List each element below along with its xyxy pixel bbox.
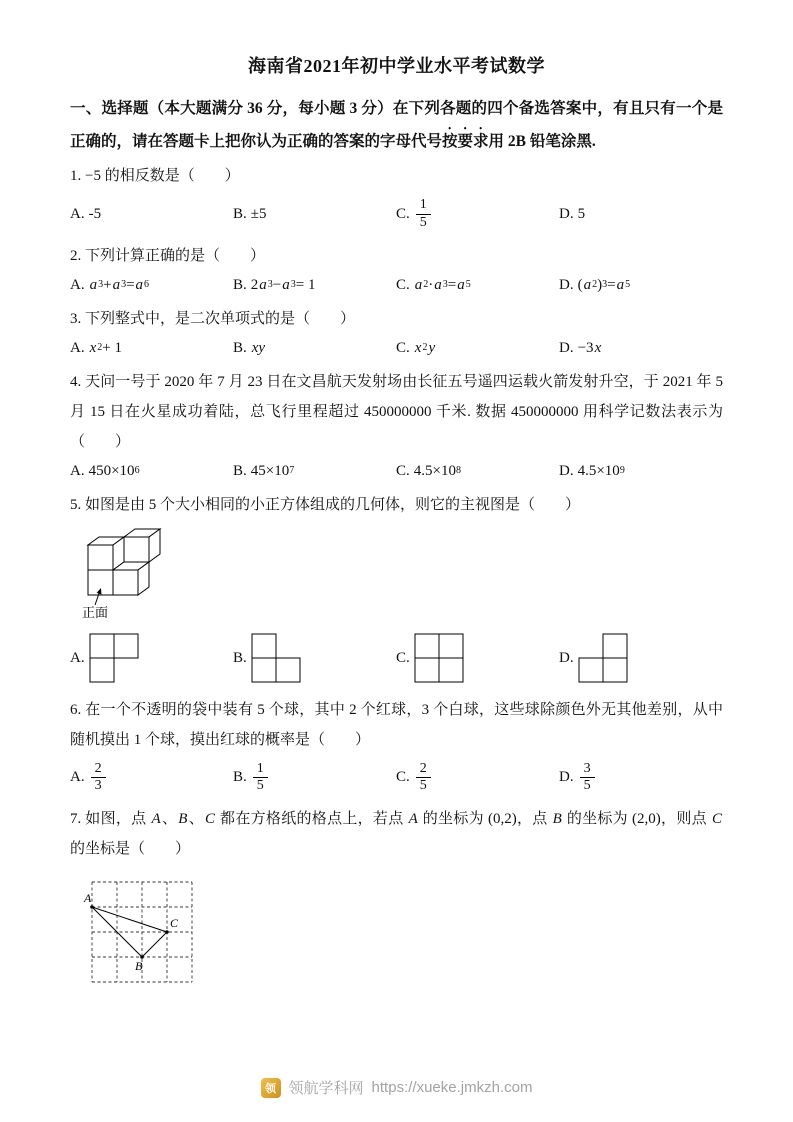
option-a	[70, 633, 233, 685]
math-text: −5 的相反数是（ ）	[85, 168, 240, 185]
math-text: )	[597, 276, 603, 293]
footer-brand: 领航学科网	[288, 1080, 364, 1097]
option-label-c: C.	[396, 768, 410, 785]
option-label-a: A.	[70, 650, 85, 667]
question-stem	[70, 304, 723, 334]
option-label-d: D.	[559, 768, 574, 785]
math-variable: y	[428, 339, 436, 356]
math-text: 如图是由 5 个大小相同的小正方体组成的几何体，则它的主视图是（ ）	[85, 496, 581, 513]
view-option-shape-c	[414, 633, 466, 685]
square-cell	[252, 634, 276, 658]
site-logo-icon: 领	[261, 1078, 281, 1098]
label-point-b: B	[135, 958, 143, 973]
option-b	[233, 761, 396, 794]
option-label-a: A.	[70, 276, 85, 293]
option-label-b: B.	[233, 462, 247, 479]
fraction-numerator: 1	[416, 197, 431, 214]
option-c	[396, 633, 559, 685]
math-text: 4.5×10	[577, 462, 620, 479]
math-fraction	[91, 761, 106, 794]
intro-text-before: 一、选择题（本大题满分 36 分，每小题 3 分）在下列各题的四个备选答案中，有且只有一个是正确的，请在答题卡上把你认为正确的答案的字母代号	[70, 100, 723, 151]
math-text: 、	[161, 810, 178, 827]
lattice-grid-figure	[82, 870, 204, 990]
square-cell	[90, 634, 114, 658]
fraction-denominator: 3	[94, 777, 102, 793]
point-a	[90, 905, 94, 909]
math-variable: x	[594, 339, 602, 356]
question-stem	[70, 695, 723, 755]
question-7	[70, 804, 723, 995]
math-variable: a	[112, 276, 121, 293]
math-text: 下列计算正确的是（ ）	[85, 247, 266, 264]
cube-face	[88, 545, 113, 570]
question-stem	[70, 490, 723, 520]
question-number: 5.	[70, 496, 85, 513]
question-stem	[70, 804, 723, 864]
option-a: A. x 2 + 1	[70, 339, 122, 356]
option-label-d: D.	[559, 276, 574, 293]
fraction-numerator: 3	[580, 761, 595, 778]
math-variable: a	[457, 276, 465, 293]
option-d: D. 4.5×10 9	[559, 462, 625, 479]
math-variable: A	[408, 810, 418, 827]
math-text: −3	[577, 339, 594, 356]
square-cell	[603, 658, 627, 682]
math-text: 450×10	[88, 462, 135, 479]
math-variable: a	[135, 276, 144, 293]
option-shape-c	[414, 633, 466, 685]
page-footer	[0, 1077, 793, 1098]
question-stem	[70, 367, 723, 457]
option-shape-b	[251, 633, 303, 685]
question-number: 3.	[70, 310, 85, 327]
questions-list	[70, 161, 723, 994]
square-cell	[439, 658, 463, 682]
option-label-a: A.	[70, 339, 85, 356]
fraction-numerator: 2	[416, 761, 431, 778]
options-row	[70, 761, 723, 794]
view-option-shape-a	[89, 633, 141, 685]
fraction-denominator: 5	[419, 214, 427, 230]
fraction-denominator: 5	[419, 777, 427, 793]
math-text: =	[607, 276, 616, 293]
math-text: ·	[428, 276, 434, 293]
option-a: A. 450×10 6	[70, 462, 140, 479]
option-d	[559, 340, 723, 357]
math-text: 4.5×10	[413, 462, 456, 479]
math-fraction	[416, 197, 431, 230]
math-variable: x	[89, 339, 97, 356]
option-a: A. a 3 + a 3 = a 6	[70, 276, 150, 293]
math-variable: C	[205, 810, 216, 827]
math-fraction	[580, 761, 595, 794]
square-cell	[90, 658, 114, 682]
square-cell	[415, 634, 439, 658]
math-text: 下列整式中，是二次单项式的是（ ）	[85, 310, 356, 327]
intro-emphasis-text: 按要求	[442, 133, 489, 151]
option-a	[70, 206, 233, 223]
question-number: 7.	[70, 810, 86, 827]
option-label-d: D.	[559, 205, 574, 222]
option-label-c: C.	[396, 339, 410, 356]
footer-url: https://xueke.jmkzh.com	[371, 1079, 533, 1096]
question-2	[70, 241, 723, 294]
point-c	[165, 930, 169, 934]
intro-text-after: 用 2B 铅笔涂黑.	[488, 133, 596, 151]
square-cell	[276, 658, 300, 682]
fraction-numerator: 2	[91, 761, 106, 778]
option-d: D. ( a 2 ) 3 = a 5	[559, 276, 631, 293]
option-shape-d	[578, 633, 630, 685]
options-row	[70, 340, 723, 357]
option-b: B. 2 a 3 − a 3 = 1	[233, 276, 316, 293]
option-label-d: D.	[559, 339, 574, 356]
option-label-b: B.	[233, 205, 247, 222]
math-variable: a	[583, 276, 592, 293]
question-stem	[70, 161, 723, 191]
option-label-d: D.	[559, 650, 574, 667]
fraction-denominator: 5	[583, 777, 591, 793]
option-label-a: A.	[70, 462, 85, 479]
math-text: 45×10	[250, 462, 290, 479]
option-label-c: C.	[396, 462, 410, 479]
question-number: 4.	[70, 373, 86, 390]
math-variable: xy	[251, 339, 266, 356]
cube-face	[124, 537, 149, 562]
cube-solid-figure	[82, 526, 168, 620]
math-variable: B	[552, 810, 562, 827]
square-cell	[603, 634, 627, 658]
math-variable: x	[414, 339, 422, 356]
option-c	[396, 197, 559, 230]
option-label-b: B.	[233, 339, 247, 356]
math-variable: C	[711, 810, 722, 827]
option-label-b: B.	[233, 276, 247, 293]
option-label-d: D.	[559, 462, 574, 479]
fraction-denominator: 5	[256, 777, 264, 793]
square-cell	[252, 658, 276, 682]
math-text: 在一个不透明的袋中装有 5 个球，其中 2 个红球，3 个白球，这些球除颜色外无其他差别，从中随机摸出 1 个球，摸出红球的概率是（ ）	[70, 701, 724, 748]
options-row	[70, 277, 723, 294]
math-text: = 1	[295, 276, 316, 293]
square-cell	[415, 658, 439, 682]
fraction-numerator: 1	[253, 761, 268, 778]
math-text: -5	[88, 205, 102, 222]
math-text: +	[103, 276, 112, 293]
math-text: 都在方格纸的格点上，若点	[216, 810, 408, 827]
math-text: 的坐标为 (2,0)，则点	[562, 810, 711, 827]
math-text: 2	[250, 276, 259, 293]
question-5	[70, 490, 723, 685]
math-fraction	[253, 761, 268, 794]
question-stem	[70, 241, 723, 271]
option-d	[559, 206, 723, 223]
view-option-shape-d	[578, 633, 630, 685]
math-variable: a	[259, 276, 267, 293]
option-label-a: A.	[70, 205, 85, 222]
option-c	[396, 761, 559, 794]
option-label-b: B.	[233, 650, 247, 667]
math-text: −	[272, 276, 282, 293]
option-label-b: B.	[233, 768, 247, 785]
math-variable: a	[414, 276, 423, 293]
math-variable: a	[282, 276, 290, 293]
options-row	[70, 197, 723, 230]
math-variable: a	[616, 276, 625, 293]
math-variable: a	[434, 276, 442, 293]
option-label-c: C.	[396, 276, 410, 293]
math-variable: A	[151, 810, 161, 827]
section-intro	[70, 94, 723, 157]
math-text: ±5	[250, 205, 267, 222]
square-cell	[439, 634, 463, 658]
option-b	[233, 206, 396, 223]
page-title: 海南省2021年初中学业水平考试数学	[248, 56, 545, 76]
option-c: C. a 2 · a 3 = a 5	[396, 276, 471, 293]
option-b	[233, 340, 396, 357]
math-text: 、	[188, 810, 204, 827]
question-number: 6.	[70, 701, 86, 718]
question-3	[70, 304, 723, 357]
math-text: + 1	[102, 339, 122, 356]
math-text: 的坐标为 (0,2)，点	[418, 810, 552, 827]
label-point-a: A	[84, 890, 92, 905]
option-label-a: A.	[70, 768, 85, 785]
option-shape-a	[89, 633, 141, 685]
label-point-c: C	[170, 915, 179, 930]
option-c: C. 4.5×10 8	[396, 462, 461, 479]
square-cell	[579, 658, 603, 682]
question-6	[70, 695, 723, 794]
math-text: 5	[577, 205, 586, 222]
figure-cubes	[82, 526, 723, 625]
option-a	[70, 761, 233, 794]
front-face-label: 正面	[82, 604, 109, 620]
figure-grid	[82, 870, 723, 995]
cube-face	[113, 570, 138, 595]
option-b: B. 45×10 7	[233, 462, 295, 479]
math-variable: B	[178, 810, 188, 827]
math-fraction	[416, 761, 431, 794]
question-number: 2.	[70, 247, 85, 264]
option-b	[233, 633, 396, 685]
math-text: 的坐标是（ ）	[70, 840, 191, 857]
option-label-c: C.	[396, 205, 410, 222]
square-cell	[114, 634, 138, 658]
question-4	[70, 367, 723, 480]
option-d	[559, 761, 723, 794]
math-text: =	[447, 276, 457, 293]
math-variable: a	[89, 276, 98, 293]
math-text: 天问一号于 2020 年 7 月 23 日在文昌航天发射场由长征五号遥四运载火箭发射升空，于 2021 年 5 月 15 日在火星成功着陆，总飞行里程超过 450000000 千米. 数据 450000000 用科学记数法表示为（ ）	[70, 373, 724, 450]
options-row	[70, 633, 723, 685]
option-d	[559, 633, 723, 685]
question-1	[70, 161, 723, 230]
math-text: =	[126, 276, 135, 293]
option-c: C. x 2 y	[396, 339, 436, 356]
view-option-shape-b	[251, 633, 303, 685]
option-label-c: C.	[396, 650, 410, 667]
math-text: 如图，点	[85, 810, 151, 827]
question-number: 1.	[70, 168, 85, 185]
options-row	[70, 463, 723, 480]
math-text: (	[577, 276, 583, 293]
